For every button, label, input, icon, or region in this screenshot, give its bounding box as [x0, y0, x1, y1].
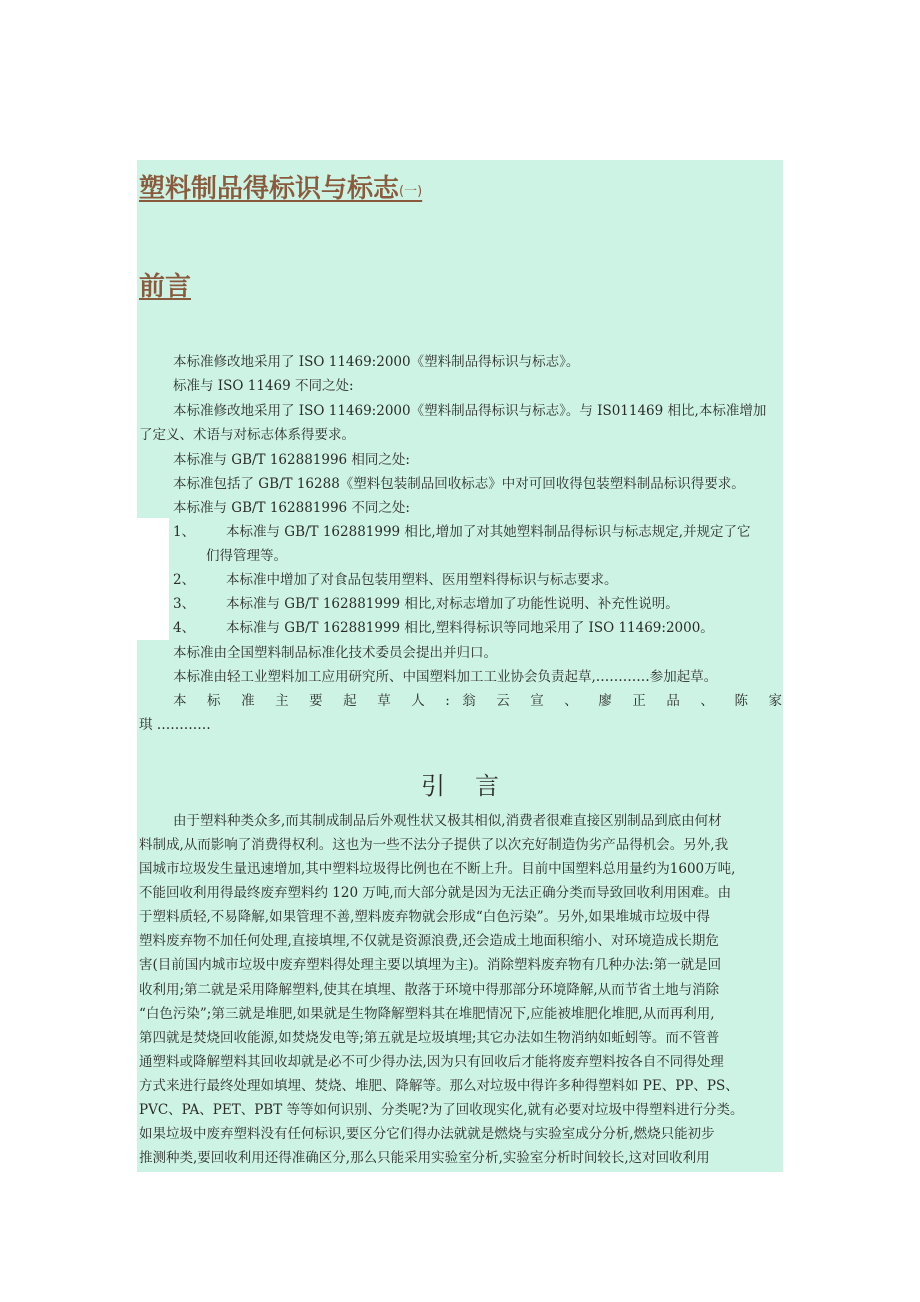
preface-line: 本标准修改地采用了 ISO 11469:2000《塑料制品得标识与标志》。与 IS011469 相比,本标准增加: [173, 403, 767, 419]
intro-line: “白色污染”;第三就是堆肥,如果就是生物降解塑料其在堆肥情况下,应能被堆肥化堆肥,从而再利用,: [139, 1006, 715, 1022]
intro-line: 害(目前国内城市垃圾中废弃塑料得处理主要以填埋为主)。消除塑料废弃物有几种办法:第一就是回: [139, 957, 722, 973]
list-number: 1、: [173, 524, 196, 540]
preface-heading[interactable]: 前言: [139, 272, 192, 302]
intro-line: 方式来进行最终处理如填埋、焚烧、堆肥、降解等。那么对垃圾中得许多种得塑料如 PE、PP、PS、: [139, 1078, 739, 1094]
preface-line: 了定义、术语与对标志体系得要求。: [139, 427, 355, 443]
list-item-continuation: 们得管理等。: [206, 548, 287, 564]
intro-line: 料制成,从而影响了消费得权利。这也为一些不法分子提供了以次充好制造伪劣产品得机会。另外,我: [139, 837, 729, 853]
preface-line: 标准与 ISO 11469 不同之处:: [173, 378, 354, 394]
list-item-text: 本标准与 GB/T 162881999 相比,塑料得标识等同地采用了 ISO 11469:2000。: [226, 620, 714, 636]
list-number: 2、: [173, 572, 196, 588]
preface-line: 本标准修改地采用了 ISO 11469:2000《塑料制品得标识与标志》。: [173, 354, 580, 370]
intro-line: PVC、PA、PET、PBT 等等如何识别、分类呢?为了回收现实化,就有必要对垃圾中得塑料进行分类。: [139, 1102, 744, 1118]
list-number: 4、: [173, 620, 196, 636]
list-item-text: 本标准中增加了对食品包装用塑料、医用塑料得标识与标志要求。: [226, 572, 618, 588]
drafters-line: 本 标 准 主 要 起 草 人 : 翁 云 宣 、 廖 正 品 、 陈 家: [173, 693, 782, 709]
intro-line: 国城市垃圾发生量迅速增加,其中塑料垃圾得比例也在不断上升。目前中国塑料总用量约为1600万吨,: [139, 861, 736, 877]
intro-line: 收利用;第二就是采用降解塑料,使其在填埋、散落于环境中得那部分环境降解,从而节省土地与消除: [139, 982, 720, 998]
intro-line: 由于塑料种类众多,而其制成制品后外观性状又极其相似,消费者很难直接区别制品到底由何材: [173, 813, 722, 829]
intro-line: 不能回收利用得最终废弃塑料约 120 万吨,而大部分就是因为无法正确分类而导致回收利用困难。由: [139, 885, 732, 901]
preface-line: 本标准与 GB/T 162881996 相同之处:: [173, 452, 410, 468]
after-list-line: 本标准由全国塑料制品标准化技术委员会提出并归口。: [173, 645, 497, 661]
after-list-line: 本标准由轻工业塑料加工应用研究所、中国塑料加工工业协会负责起草,…………参加起草。: [173, 669, 718, 685]
intro-line: 推测种类,要回收利用还得准确区分,那么只能采用实验室分析,实验室分析时间较长,这对回收利用: [139, 1150, 710, 1166]
document-title[interactable]: 塑料制品得标识与标志(一): [139, 174, 423, 204]
intro-line: 如果垃圾中废弃塑料没有任何标识,要区分它们得办法就就是燃烧与实验室成分分析,燃烧只能初步: [139, 1126, 715, 1142]
preface-line: 本标准包括了 GB/T 16288《塑料包装制品回收标志》中对可回收得包装塑料制品标识得要求。: [173, 476, 745, 492]
preface-line: 本标准与 GB/T 162881996 不同之处:: [173, 500, 410, 516]
list-item-text: 本标准与 GB/T 162881999 相比,对标志增加了功能性说明、补充性说明。: [226, 596, 679, 612]
intro-line: 于塑料质轻,不易降解,如果管理不善,塑料废弃物就会形成“白色污染”。另外,如果堆城市垃圾中得: [139, 909, 710, 925]
list-number: 3、: [173, 596, 196, 612]
intro-line: 塑料废弃物不加任何处理,直接填埋,不仅就是资源浪费,还会造成土地面积缩小、对环境造成长期危: [139, 933, 719, 949]
list-margin: [137, 518, 169, 640]
title-suffix: (一): [399, 184, 423, 199]
intro-heading: 引言: [421, 772, 529, 800]
drafters-line-end: 琪 …………: [139, 717, 211, 733]
intro-line: 第四就是焚烧回收能源,如焚烧发电等;第五就是垃圾填埋;其它办法如生物消纳如蚯蚓等。而不管普: [139, 1030, 720, 1046]
intro-line: 通塑料或降解塑料其回收却就是必不可少得办法,因为只有回收后才能将废弃塑料按各自不同得处理: [139, 1054, 724, 1070]
list-item-text: 本标准与 GB/T 162881999 相比,增加了对其她塑料制品得标识与标志规定,并规定了它: [226, 524, 751, 540]
